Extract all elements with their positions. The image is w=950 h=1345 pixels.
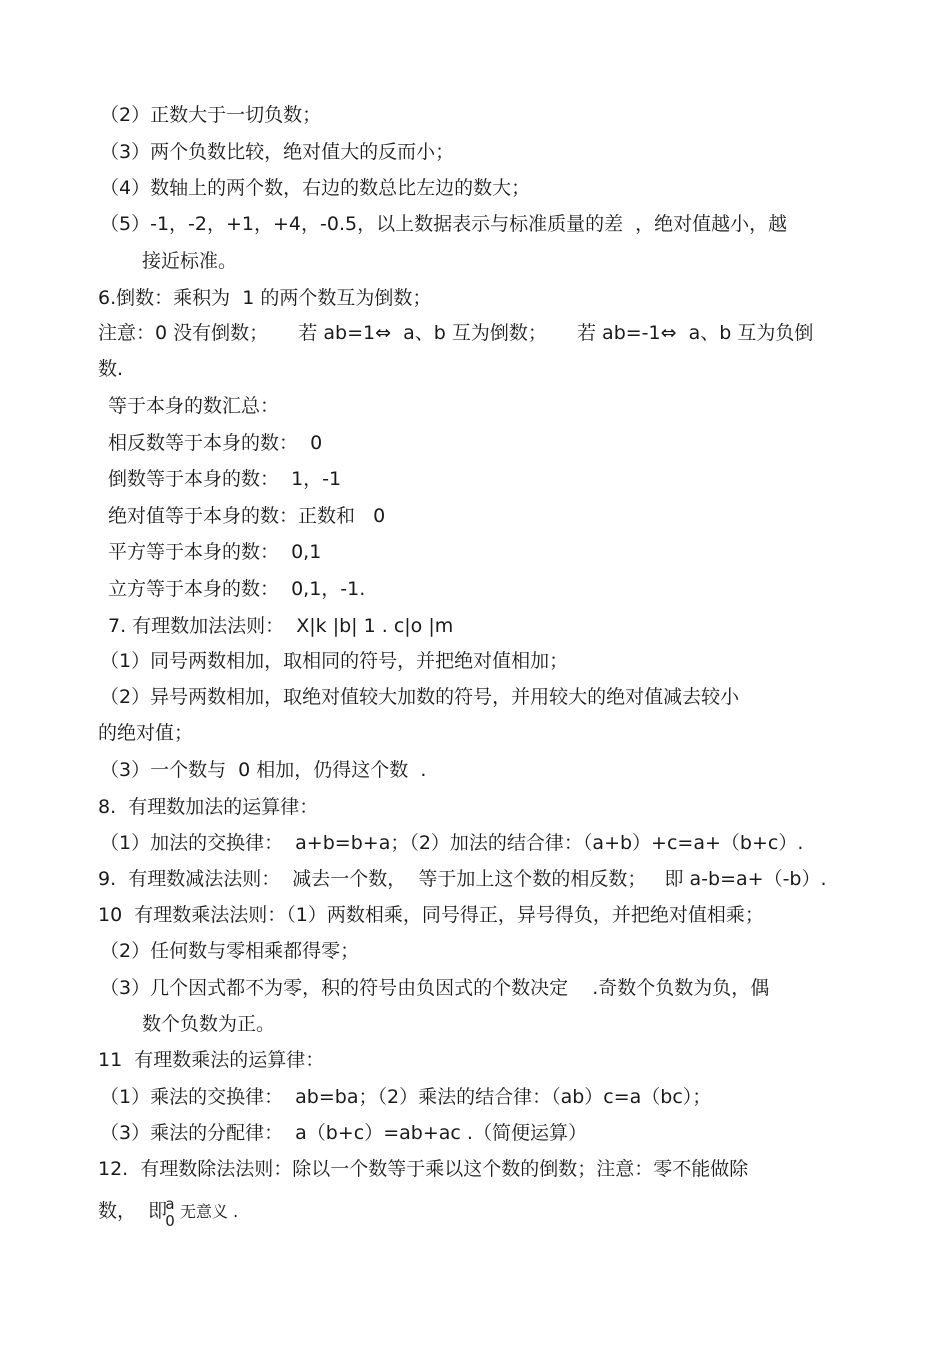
text-line-3: （4）数轴上的两个数，右边的数总比左边的数大；	[100, 177, 531, 199]
text-line-5: 接近标准。	[142, 250, 238, 272]
text-line-20: 8. 有理数加法的运算律：	[98, 796, 319, 818]
text-line-2: （3）两个负数比较，绝对值大的反而小；	[100, 141, 455, 163]
text-line-30: 12. 有理数除法法则：除以一个数等于乘以这个数的倒数；注意：零不能做除	[98, 1158, 749, 1180]
text-line-26: 数个负数为正。	[142, 1013, 276, 1035]
text-line-15: 7. 有理数加法法则： X|k |b| 1 . c|o |m	[108, 615, 454, 637]
text-line-25: （3）几个因式都不为零，积的符号由负因式的个数决定 .奇数个负数为负，偶	[100, 977, 770, 999]
text-line-7: 注意：0 没有倒数； 若 ab=1⇔ a、b 互为倒数； 若 ab=-1⇔ a、b 互为负倒	[98, 322, 814, 344]
fraction-denominator: 0	[165, 1212, 175, 1230]
text-line-9: 等于本身的数汇总：	[108, 395, 280, 417]
text-line-22: 9. 有理数减法法则： 减去一个数， 等于加上这个数的相反数； 即 a-b=a+（-b）.	[98, 868, 827, 890]
text-line-19: （3）一个数与 0 相加，仍得这个数 .	[100, 759, 427, 781]
text-line-11: 倒数等于本身的数： 1，-1	[108, 468, 342, 490]
text-line-13: 平方等于本身的数： 0,1	[108, 541, 322, 563]
text-line-24: （2）任何数与零相乘都得零；	[100, 940, 360, 962]
fraction-numerator: a	[165, 1195, 175, 1213]
text-line-14: 立方等于本身的数： 0,1，-1.	[108, 578, 366, 600]
text-line-23: 10 有理数乘法法则：（1）两数相乘，同号得正，异号得负，并把绝对值相乘；	[98, 904, 764, 926]
text-line-6: 6.倒数：乘积为 1 的两个数互为倒数；	[98, 287, 432, 309]
text-line-28: （1）乘法的交换律： ab=ba；（2）乘法的结合律：（ab）c=a（bc）；	[100, 1086, 712, 1108]
text-line-29: （3）乘法的分配律： a（b+c）=ab+ac .（简便运算）	[100, 1122, 587, 1144]
last-line-suffix: 无意义 .	[180, 1202, 239, 1221]
fraction-a-over-0	[162, 1196, 178, 1230]
text-line-21: （1）加法的交换律： a+b=b+a；（2）加法的结合律：（a+b）+c=a+（b+c）.	[100, 832, 804, 854]
text-line-16: （1）同号两数相加，取相同的符号，并把绝对值相加；	[100, 650, 569, 672]
text-line-4: （5）-1，-2，+1，+4，-0.5，以上数据表示与标准质量的差 ，绝对值越小，越	[100, 213, 788, 235]
last-line-prefix: 数， 即	[98, 1200, 168, 1222]
text-line-17: （2）异号两数相加，取绝对值较大加数的符号，并用较大的绝对值减去较小	[100, 686, 740, 708]
text-line-12: 绝对值等于本身的数：正数和 0	[108, 505, 386, 527]
text-line-1: （2）正数大于一切负数；	[100, 104, 322, 126]
text-line-18: 的绝对值；	[98, 722, 194, 744]
text-line-8: 数.	[98, 358, 124, 380]
text-line-27: 11 有理数乘法的运算律：	[98, 1049, 325, 1071]
text-line-10: 相反数等于本身的数： 0	[108, 432, 323, 454]
